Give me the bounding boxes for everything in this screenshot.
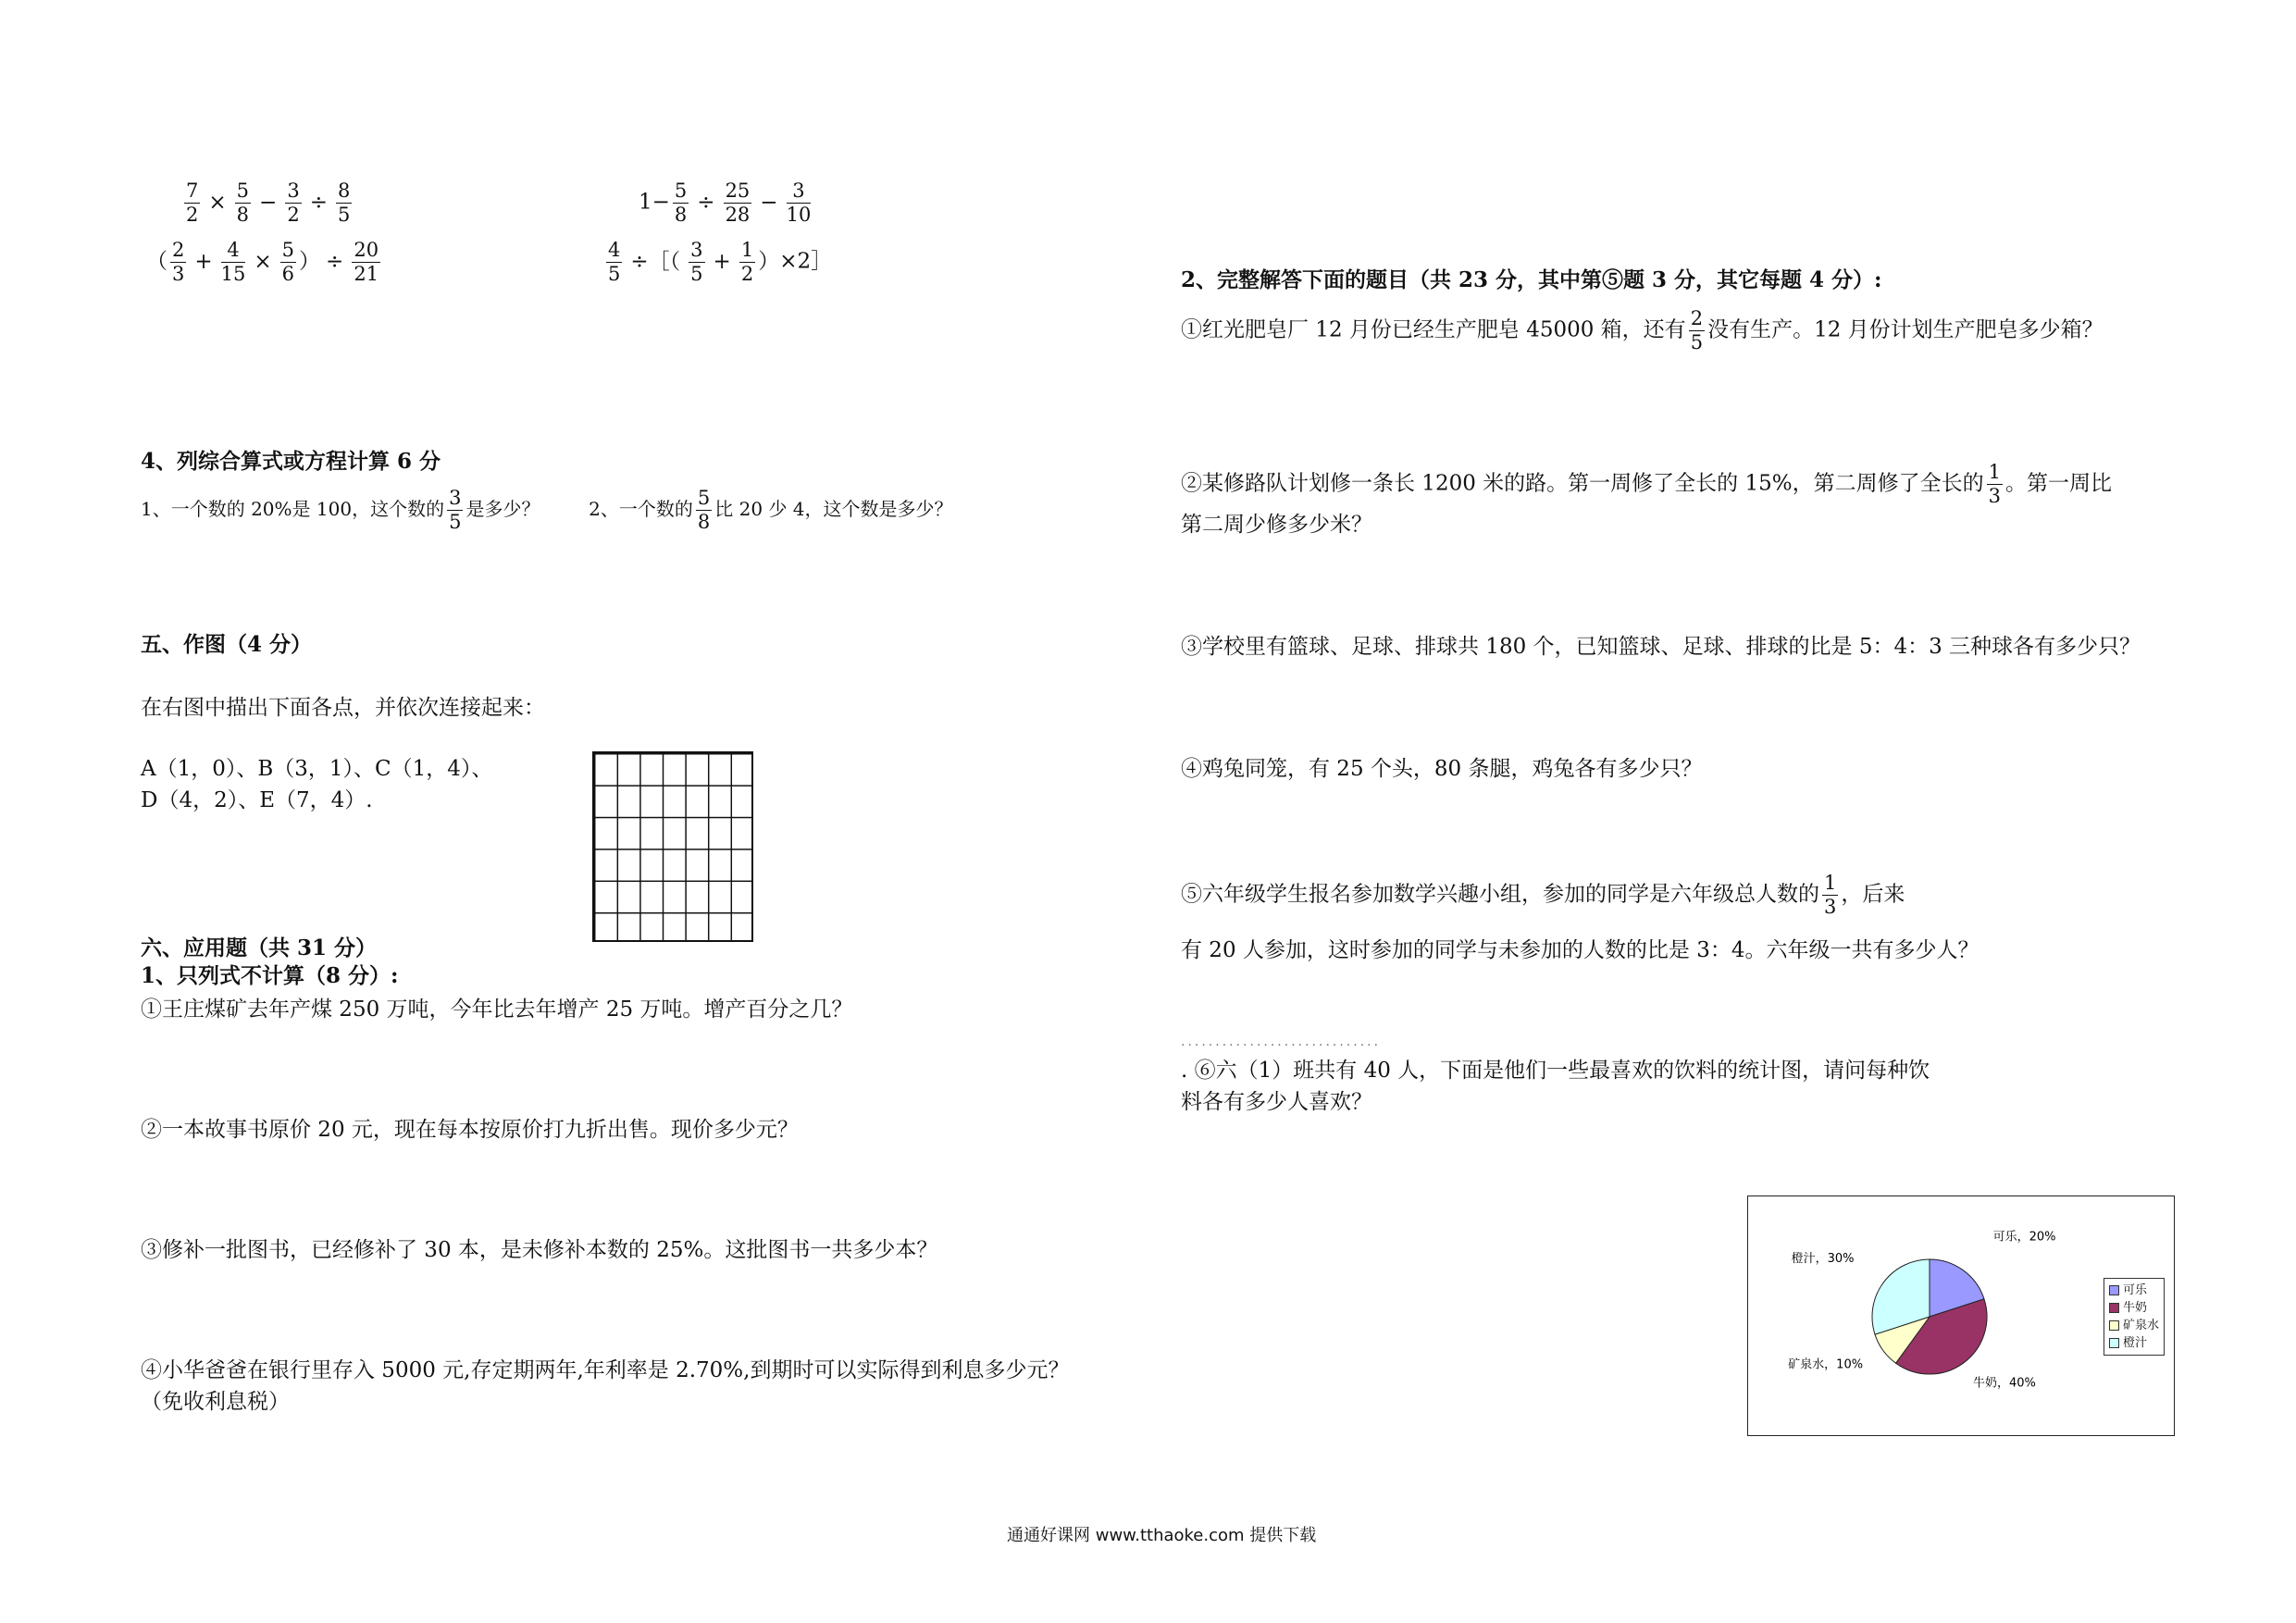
legend-swatch — [2109, 1338, 2119, 1348]
right-question-1: ①红光肥皂厂 12 月份已经生产肥皂 45000 箱，还有 $\frac{2}{5}$ 没有生产。12 月份计划生产肥皂多少箱？ — [1181, 307, 2104, 353]
legend-label: 可乐 — [2123, 1283, 2148, 1297]
fraction: $\frac{2}{5}$ — [1690, 307, 1704, 353]
right-question-2-line-2: 第二周少修多少米？ — [1181, 513, 1372, 537]
pie-slice-label-2: 矿泉水，10% — [1788, 1357, 1864, 1372]
pie-chart-frame — [1747, 1196, 2175, 1436]
right-question-6-line-2: 料各有多少人喜欢？ — [1181, 1090, 1372, 1114]
calc-expression-2: 1− $\frac{5}{8}$ ÷ $\frac{25}{28}$ − $\frac{3}{10}$ — [639, 180, 812, 226]
legend-item — [2109, 1282, 2159, 1299]
fraction: $\frac{5}{8}$ — [674, 180, 688, 226]
fraction: $\frac{2}{3}$ — [172, 239, 185, 285]
fraction: $\frac{25}{28}$ — [725, 180, 751, 226]
points-line-1: A（1，0）、B（3，1）、C（1，4）、 — [141, 757, 493, 781]
legend-item — [2109, 1334, 2159, 1352]
section-4-heading: 4、列综合算式或方程计算 6 分 — [141, 449, 441, 474]
pie-slice-label-0: 可乐，20% — [1992, 1230, 2056, 1245]
legend-swatch — [2109, 1285, 2119, 1295]
legend-swatch — [2109, 1303, 2119, 1313]
fraction: $\frac{4}{15}$ — [220, 239, 246, 285]
section-5-instruction: 在右图中描出下面各点，并依次连接起来： — [141, 696, 545, 720]
right-question-5: ⑤六年级学生报名参加数学兴趣小组，参加的同学是六年级总人数的 $\frac{1}{3}$ ，后来 — [1181, 872, 1905, 918]
legend-item — [2109, 1317, 2159, 1334]
fraction: $\frac{5}{8}$ — [236, 180, 250, 226]
right-question-5-line-2: 有 20 人参加，这时参加的同学与未参加的人数的比是 3：4。六年级一共有多少人？ — [1181, 938, 1980, 962]
question-3: ③修补一批图书，已经修补了 30 本，是未修补本数的 25%。这批图书一共多少本？ — [141, 1238, 938, 1262]
fraction: $\frac{20}{21}$ — [354, 239, 379, 285]
fraction: $\frac{8}{5}$ — [337, 180, 351, 226]
fraction: $\frac{1}{2}$ — [740, 239, 754, 285]
fraction: $\frac{5}{6}$ — [281, 239, 295, 285]
calc-expression-1: $\frac{7}{2}$ × $\frac{5}{8}$ − $\frac{3}{2}$ ÷ $\frac{8}{5}$ — [186, 180, 351, 226]
fraction: $\frac{3}{5}$ — [690, 239, 703, 285]
right-question-3: ③学校里有篮球、足球、排球共 180 个，已知篮球、足球、排球的比是 5：4：3 三种球各有多少只？ — [1181, 635, 2141, 659]
right-question-2: ②某修路队计划修一条长 1200 米的路。第一周修了全长的 15%，第二周修了全长的 $\frac{1}{3}$ 。第一周比 — [1181, 461, 2112, 507]
legend-label: 牛奶 — [2123, 1301, 2148, 1315]
legend-item — [2109, 1299, 2159, 1317]
question-2: ②一本故事书原价 20 元，现在每本按原价打九折出售。现价多少元？ — [141, 1118, 799, 1142]
dotted-separator: ····························· — [1181, 1038, 1382, 1053]
right-heading: 2、完整解答下面的题目（共 23 分，其中第⑤题 3 分，其它每题 4 分）: — [1181, 267, 1882, 292]
legend-label: 矿泉水 — [2123, 1319, 2160, 1332]
question-4: ④小华爸爸在银行里存入 5000 元,存定期两年,年利率是 2.70%,到期时可以实际得到利息多少元？ — [141, 1358, 1070, 1382]
fraction: $\frac{5}{8}$ — [697, 487, 711, 533]
fraction: $\frac{4}{5}$ — [608, 239, 621, 285]
fraction: $\frac{3}{10}$ — [786, 180, 812, 226]
pie-slice-label-3: 橙汁，30% — [1791, 1251, 1855, 1266]
legend-label: 橙汁 — [2123, 1336, 2148, 1350]
fraction: $\frac{3}{5}$ — [449, 487, 462, 533]
section-6-heading: 六、应用题（共 31 分） — [141, 935, 378, 960]
calc-expression-4: $\frac{4}{5}$ ÷［（ $\frac{3}{5}$ + $\frac{1}{2}$ ）×2］ — [608, 239, 833, 285]
fraction: $\frac{1}{3}$ — [1824, 872, 1837, 918]
section-6-subheading: 1、只列式不计算（8 分）: — [141, 963, 399, 988]
section-5-heading: 五、作图（4 分） — [141, 632, 313, 657]
chart-legend — [2104, 1278, 2165, 1356]
fraction: $\frac{1}{3}$ — [1988, 461, 2001, 507]
fraction: $\frac{3}{2}$ — [287, 180, 300, 226]
question-1: ①王庄煤矿去年产煤 250 万吨，今年比去年增产 25 万吨。增产百分之几？ — [141, 997, 853, 1022]
right-question-6: . ⑥六（1）班共有 40 人，下面是他们一些最喜欢的饮料的统计图，请问每种饮 — [1181, 1059, 1930, 1083]
fraction: $\frac{7}{2}$ — [186, 180, 199, 226]
question-4-note: （免收利息税） — [141, 1390, 290, 1414]
right-question-4: ④鸡兔同笼，有 25 个头，80 条腿，鸡兔各有多少只？ — [1181, 757, 1703, 781]
footer-text: 通通好课网 www.tthaoke.com 提供下载 — [1007, 1526, 1317, 1545]
legend-swatch — [2109, 1320, 2119, 1331]
coordinate-grid[interactable] — [592, 751, 753, 942]
pie-slice-label-1: 牛奶，40% — [1973, 1376, 2036, 1391]
calc-expression-3: （ $\frac{2}{3}$ + $\frac{4}{15}$ × $\frac{5}{6}$ ） ÷ $\frac{20}{21}$ — [146, 239, 379, 285]
points-line-2: D（4，2）、E（7，4）. — [141, 788, 373, 812]
section-4-questions: 1、一个数的 20%是 100，这个数的 $\frac{3}{5}$ 是多少？ 2、一个数的 $\frac{5}{8}$ 比 20 少 4，这个数是多少？ — [141, 487, 953, 533]
